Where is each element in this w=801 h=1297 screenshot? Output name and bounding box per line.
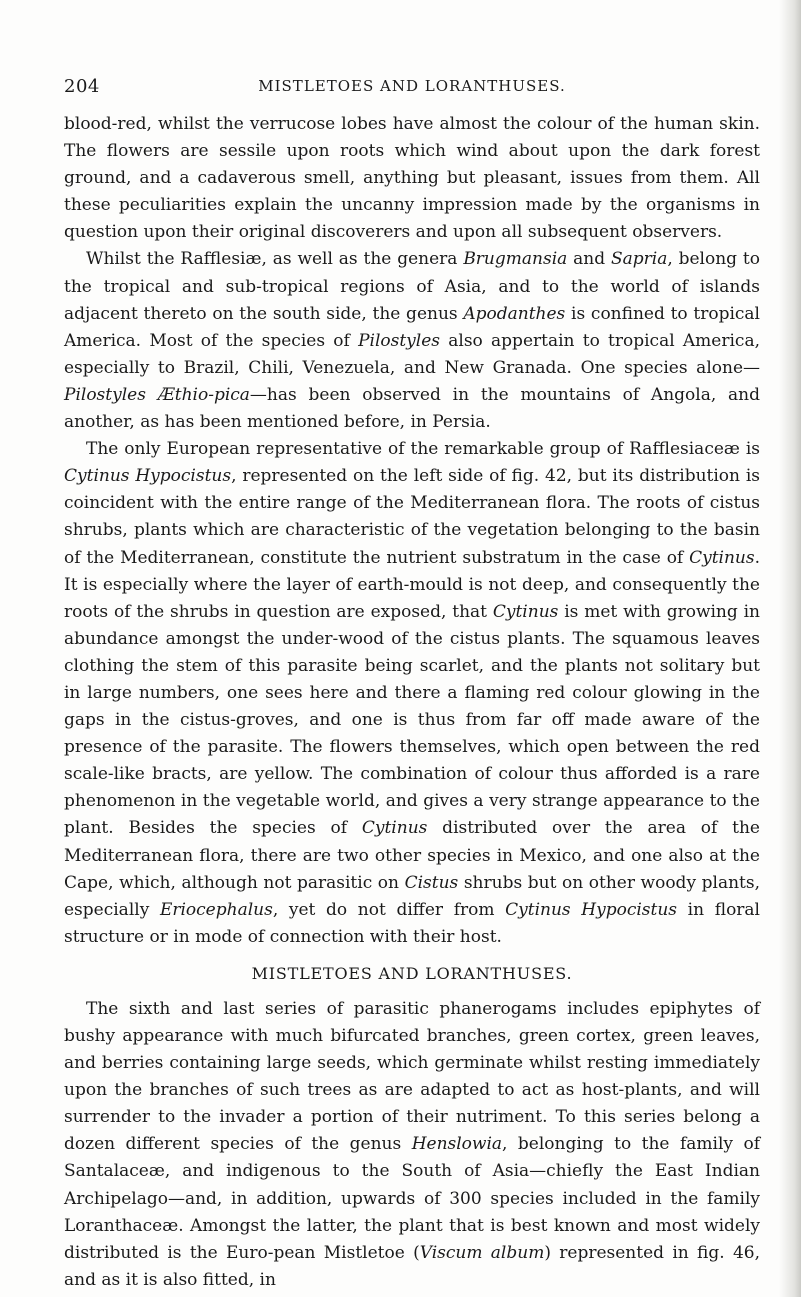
- text-run: is confined to tropical America. Most of the species of: [64, 303, 760, 351]
- body-text: [64, 111, 760, 1294]
- genus-name: Brugmansia: [463, 249, 568, 270]
- text-run: , belong to the tropical and sub-tropical regions of Asia, and to the world of islands adjacent thereto on the south side, the genus: [64, 249, 760, 324]
- species-name: Pilostyles Æthio-pica: [64, 384, 250, 405]
- genus-name: Cytinus: [689, 547, 755, 568]
- text-run: and: [567, 249, 611, 270]
- text-run: , belonging to the family of Santalaceæ, and indigenous to the South of Asia—chiefly the East Indian Archipelago—and, in addition, upwards of 300 species included in the family Loranthaceæ. Amongst the latter, the plant that is best known and most widely distributed is the Euro-pean Mistletoe (: [64, 1134, 760, 1263]
- genus-name: Sapria: [610, 249, 668, 270]
- section-heading: MISTLETOES AND LORANTHUSES.: [251, 963, 573, 983]
- text-run: Whilst the Rafflesiæ, as well as the genera: [86, 249, 464, 270]
- text-run: is met with growing in abundance amongst the under-wood of the cistus plants. The squamous leaves clothing the stem of this parasite being scarlet, and the plants not solitary but in large numbers, one sees here and there a flaming red colour glowing in the gaps in the cistus-groves, and one is thus from far off made aware of the presence of the parasite. The flowers themselves, which open between the red scale-like bracts, are yellow. The combination of colour thus afforded is a rare phenomenon in the vegetable world, and gives a very strange appearance to the plant. Besides the species of: [64, 601, 760, 839]
- paragraph-1-text: blood-red, whilst the verrucose lobes have almost the colour of the human skin. The flowers are sessile upon roots which wind about upon the dark forest ground, and a cadaverous smell, anything but pleasant, issues from them. All these peculiarities explain the uncanny impression made by the organisms in question upon their original discoverers and upon all subsequent observers.: [64, 114, 760, 243]
- genus-name: Cytinus: [361, 818, 428, 839]
- text-run: in floral structure or in mode of connection with their host.: [64, 899, 760, 947]
- text-run: , yet do not differ from: [272, 899, 506, 920]
- text-run: The sixth and last series of parasitic phanerogams includes epiphytes of bushy appearance with much bifurcated branches, green cortex, green leaves, and berries containing large seeds, which germinate whilst resting immediately upon the branches of such trees as are adapted to act as host-plants, and will surrender to the invader a portion of their nutriment. To this series belong a dozen different species of the genus: [64, 998, 760, 1155]
- genus-name: Cytinus: [492, 601, 559, 622]
- species-name: Cytinus Hypocistus: [64, 466, 232, 487]
- paragraph-2: [64, 246, 760, 436]
- text-run: also appertain to tropical America, especially to Brazil, Chili, Venezuela, and New Granada. One species alone—: [64, 330, 760, 378]
- species-name: Cytinus Hypocistus: [505, 899, 678, 920]
- genus-name: Cistus: [404, 872, 459, 893]
- page-number: 204: [64, 76, 100, 97]
- text-run: shrubs but on other woody plants, especially: [64, 872, 760, 920]
- paragraph-4: [64, 996, 760, 1294]
- paragraph-3: [64, 436, 760, 951]
- text-run: The only European representative of the remarkable group of Rafflesiaceæ is: [86, 439, 760, 460]
- page-header: [64, 76, 760, 100]
- genus-name: Pilostyles: [358, 330, 441, 351]
- genus-name: Eriocephalus: [159, 899, 273, 920]
- text-run: —has been observed in the mountains of Angola, and another, as has been mentioned before, in Persia.: [64, 384, 760, 433]
- running-head: MISTLETOES AND LORANTHUSES.: [258, 77, 566, 95]
- species-name: Viscum album: [419, 1242, 545, 1263]
- text-run: . It is especially where the layer of earth-mould is not deep, and consequently the roots of the shrubs in question are exposed, that: [64, 547, 760, 622]
- genus-name: Apodanthes: [463, 303, 566, 324]
- page-edge-shadow: [779, 0, 801, 1297]
- text-run: ) represented in fig. 46, and as it is also fitted, in: [64, 1242, 760, 1290]
- text-run: distributed over the area of the Mediterranean flora, there are two other species in Mexico, and one also at the Cape, which, although not parasitic on: [64, 818, 760, 893]
- genus-name: Henslowia: [411, 1134, 503, 1155]
- text-run: , represented on the left side of fig. 42, but its distribution is coincident with the entire range of the Mediterranean flora. The roots of cistus shrubs, plants which are characteristic of the vegetation belonging to the basin of the Mediterranean, constitute the nutrient substratum in the case of: [64, 466, 760, 568]
- paragraph-1: [64, 111, 760, 246]
